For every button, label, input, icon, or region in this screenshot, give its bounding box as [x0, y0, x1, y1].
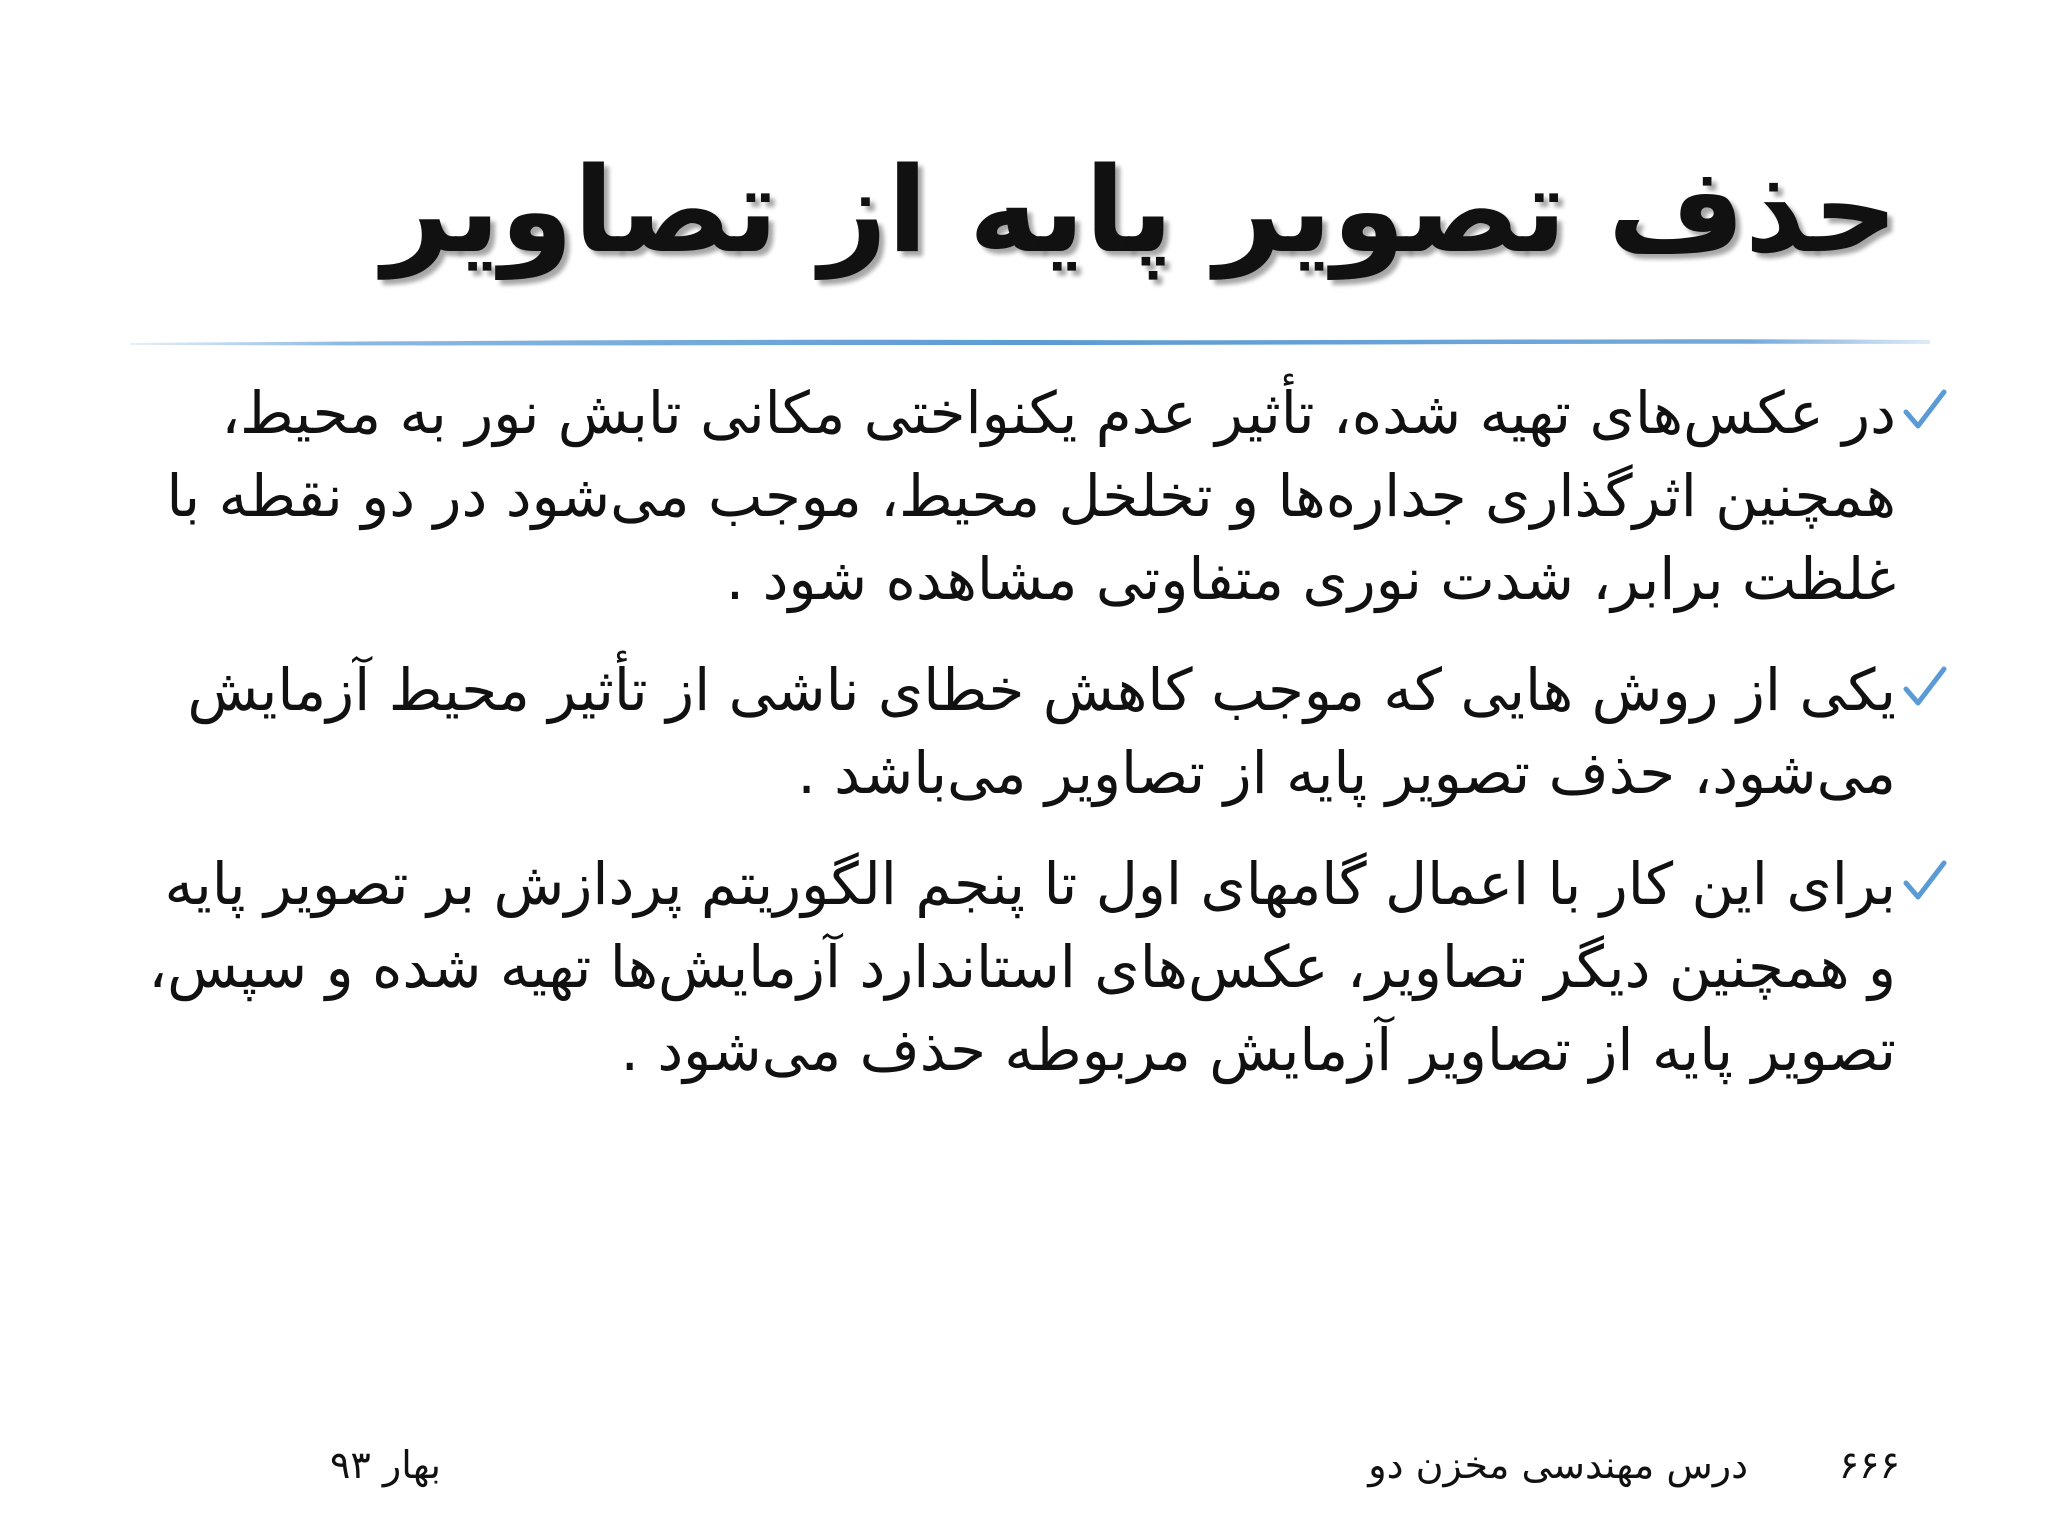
bullet-list	[148, 372, 1948, 1120]
bullet-text: در عکس‌های تهیه شده، تأثیر عدم یکنواختی مکانی تابش نور به محیط، همچنین اثرگذاری جداره‌ها و تخلخل محیط، موجب می‌شود در دو نقطه با غلظت برابر، شدت نوری متفاوتی مشاهده شود .	[166, 379, 1896, 613]
bullet-item	[148, 843, 1948, 1092]
check-icon	[1900, 386, 1948, 434]
slide-title: حذف تصویر پایه از تصاویر	[382, 141, 1898, 279]
title-divider	[130, 335, 1930, 349]
check-icon	[1900, 857, 1948, 905]
bullet-item	[148, 372, 1948, 621]
bullet-item	[148, 649, 1948, 815]
check-icon	[1900, 663, 1948, 711]
bullet-text: برای این کار با اعمال گامهای اول تا پنجم الگوریتم پردازش بر تصویر پایه و همچنین دیگر تصاویر، عکس‌های استاندارد آزمایش‌ها تهیه شده و سپس، تصویر پایه از تصاویر آزمایش مربوطه حذف می‌شود .	[148, 850, 1896, 1084]
course-name: درس مهندسی مخزن دو	[1368, 1443, 1748, 1487]
term-label: بهار ۹۳	[330, 1443, 441, 1487]
bullet-text: یکی از روش هایی که موجب کاهش خطای ناشی از تأثیر محیط آزمایش می‌شود، حذف تصویر پایه از تصاویر می‌باشد .	[187, 656, 1896, 807]
page-number: ۶۶۶	[1838, 1443, 1900, 1487]
